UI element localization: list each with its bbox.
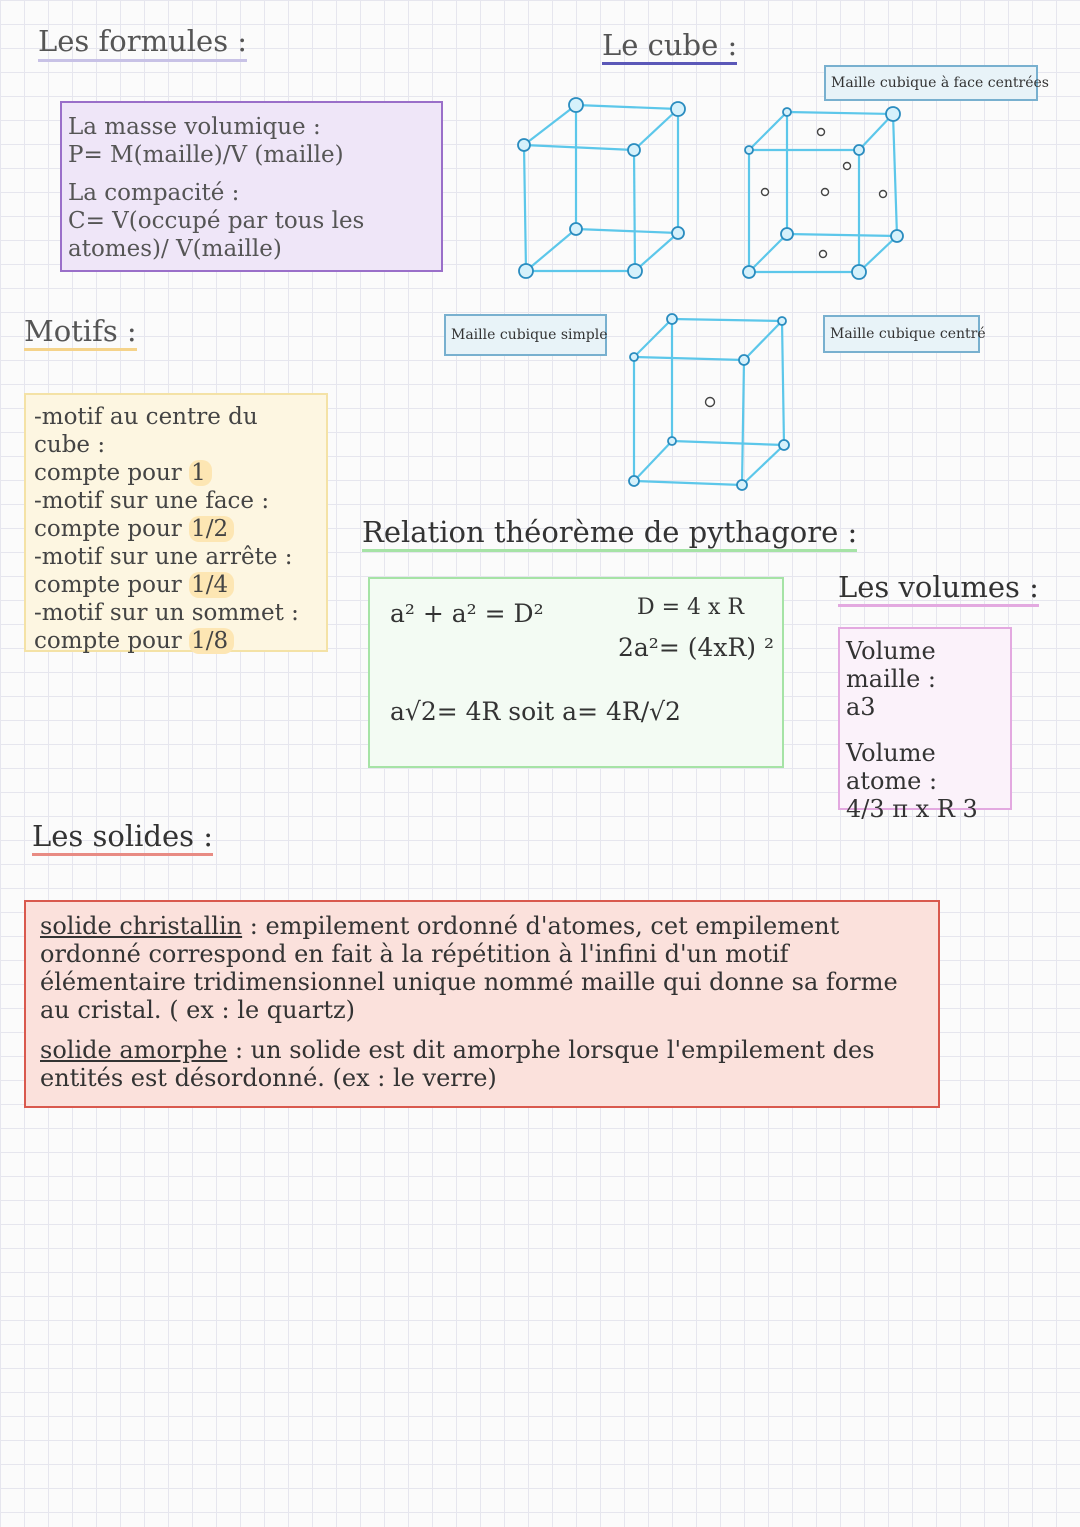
formules-box [60, 101, 443, 272]
christallin-term: solide christallin [40, 912, 243, 940]
motif-label: -motif sur une arrête : [34, 544, 293, 570]
masse-formula: P= M(maille)/V (maille) [68, 142, 344, 168]
volume-atome [846, 739, 1004, 823]
motif-value: 1/8 [189, 628, 234, 654]
amorphe-text: : un solide est dit amorphe lorsque l'empilement des entités est désordonné. (ex : le verre) [40, 1036, 875, 1092]
motif-label: -motif sur un sommet : [34, 600, 299, 626]
solide-christallin [40, 912, 924, 1024]
body-centered-cube-diagram-icon [620, 305, 795, 495]
title-formules: Les formules : [38, 24, 247, 62]
motif-prefix: compte pour [34, 572, 190, 598]
label-centre: Maille cubique centré [823, 315, 980, 353]
label-cfc: Maille cubique à face centrées [824, 65, 1038, 101]
compacite [68, 179, 435, 263]
motif-label: -motif sur une face : [34, 488, 270, 514]
pyth-eq1-left: a² + a² = D² [390, 599, 544, 628]
motifs-box [24, 393, 328, 652]
compacite-label: La compacité : [68, 180, 240, 206]
christallin-text: : empilement ordonné d'atomes, cet empilement ordonné correspond en fait à la répétition à l'infini d'un motif élémentaire tridimensionnel unique nommé maille qui donne sa forme au cristal. ( ex : le quartz) [40, 912, 898, 1024]
motif-value: 1 [189, 460, 212, 486]
volume-atome-label: Volume atome : [846, 739, 938, 795]
motif-prefix: compte pour [34, 628, 190, 654]
pyth-eq3: a√2= 4R soit a= 4R/√2 [390, 697, 681, 726]
masse-label: La masse volumique : [68, 114, 321, 140]
volume-maille-label: Volume maille : [846, 637, 937, 693]
motif-item [34, 487, 318, 543]
volume-maille-value: a3 [846, 693, 876, 721]
motif-item [34, 403, 318, 487]
solides-box [24, 900, 940, 1108]
motif-prefix: compte pour [34, 516, 190, 542]
title-volumes: Les volumes : [838, 570, 1039, 607]
label-simple: Maille cubique simple [444, 314, 607, 356]
pyth-eq1-right: D = 4 x R [637, 595, 745, 620]
amorphe-term: solide amorphe [40, 1036, 228, 1064]
pyth-eq2: 2a²= (4xR) ² [618, 633, 775, 662]
face-centered-cube-diagram-icon [735, 100, 915, 285]
title-pythagore: Relation théorème de pythagore : [362, 515, 857, 552]
simple-cube-diagram-icon [510, 95, 690, 285]
motif-item [34, 543, 318, 599]
motif-value: 1/4 [189, 572, 234, 598]
title-cube: Le cube : [602, 28, 737, 65]
masse-volumique [68, 113, 435, 169]
volume-maille [846, 637, 1004, 721]
motif-label: -motif au centre du cube : [34, 404, 258, 458]
title-solides: Les solides : [32, 819, 213, 856]
solide-amorphe [40, 1036, 924, 1092]
volumes-box [838, 627, 1012, 823]
compacite-formula: C= V(occupé par tous les atomes)/ V(maille) [68, 208, 365, 262]
volume-atome-value: 4/3 π x R 3 [846, 795, 978, 823]
pythagore-box [368, 577, 784, 768]
title-motifs: Motifs : [24, 314, 137, 351]
motif-item [34, 599, 318, 655]
motif-value: 1/2 [189, 516, 234, 542]
motif-prefix: compte pour [34, 460, 190, 486]
